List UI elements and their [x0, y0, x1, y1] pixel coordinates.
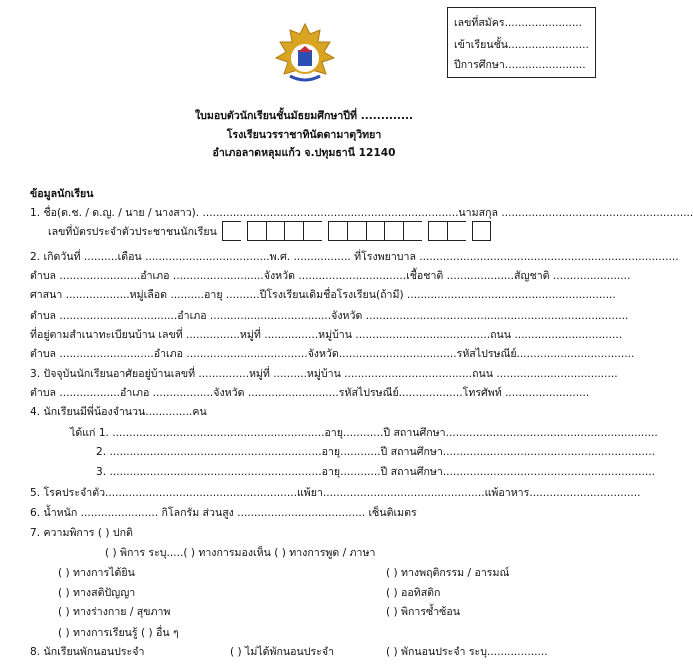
student-name-field[interactable]: 1. ชื่อ(ด.ช. / ด.ญ. / นาย / นางสาว). ............................................................................นามสกุล .........................................................: [30, 207, 693, 219]
disability-physical-option[interactable]: ( ) ทางร่างกาย / สุขภาพ: [58, 606, 171, 618]
id-digit-box[interactable]: [284, 221, 303, 241]
disability-options-row[interactable]: ( ) พิการ ระบุ.....( ) ทางการมองเห็น ( ) ทางการพูด / ภาษา: [105, 547, 376, 559]
disability-behavior-option[interactable]: ( ) ทางพฤติกรรม / อารมณ์: [386, 567, 510, 579]
disability-normal-option[interactable]: 7. ความพิการ ( ) ปกติ: [30, 527, 133, 539]
previous-school-address[interactable]: ตำบล ...................................อำเภอ ....................................จังหวัด ..............................................................................: [30, 310, 629, 322]
id-digit-box[interactable]: [403, 221, 422, 241]
registered-address-district[interactable]: ตำบล ............................อำเภอ ....................................จังหวัด...................................รหัสไปรษณีย์...................................: [30, 348, 635, 360]
disability-intellectual-option[interactable]: ( ) ทางสติปัญญา: [58, 587, 136, 599]
application-number-field[interactable]: เลขที่สมัคร.......................: [454, 17, 583, 29]
siblings-count-field[interactable]: 4. นักเรียนมีพี่น้องจำนวน..............คน: [30, 406, 207, 418]
health-field[interactable]: 5. โรคประจำตัว.........................................................แพ้ยา................................................แพ้อาหาร.................................: [30, 487, 641, 499]
school-address: อำเภอลาดหลุมแก้ว จ.ปทุมธานี 12140: [212, 147, 396, 159]
citizen-id-label: เลขที่บัตรประจำตัวประชาชนนักเรียน: [48, 226, 217, 238]
id-digit-box[interactable]: [447, 221, 466, 241]
birth-date-field[interactable]: 2. เกิดวันที่ ..........เดือน .....................................พ.ศ. ................. ที่โรงพยาบาล .............................................................................: [30, 251, 679, 263]
id-digit-box[interactable]: [384, 221, 403, 241]
citizen-id-boxes[interactable]: [222, 221, 491, 241]
disability-learning-option[interactable]: ( ) ทางการเรียนรู้ ( ) อื่น ๆ: [58, 627, 179, 639]
current-address-district[interactable]: ตำบล ..................อำเภอ ..................จังหวัด ...........................รหัสไปรษณีย์...................โทรศัพท์ .........................: [30, 387, 590, 399]
application-info-box: [447, 7, 596, 78]
section-title: ข้อมูลนักเรียน: [30, 188, 94, 200]
id-digit-box[interactable]: [347, 221, 366, 241]
enroll-grade-field[interactable]: เข้าเรียนชั้น........................: [454, 39, 589, 51]
current-address-field[interactable]: 3. ปัจจุบันนักเรียนอาศัยอยู่บ้านเลขที่ ...............หมู่ที่ ..........หมู่บ้าน ......................................ถนน ....................................: [30, 368, 618, 380]
school-logo: [272, 22, 338, 88]
id-digit-box[interactable]: [328, 221, 347, 241]
not-boarding-option[interactable]: ( ) ไม่ได้พักนอนประจำ: [230, 646, 335, 658]
id-digit-box[interactable]: [366, 221, 385, 241]
sibling-row[interactable]: 3. ...............................................................อายุ............ปี สถานศึกษา...............................................................: [96, 466, 655, 478]
disability-autism-option[interactable]: ( ) ออทิสติก: [386, 587, 441, 599]
disability-multiple-option[interactable]: ( ) พิการซ้ำซ้อน: [386, 606, 460, 618]
id-digit-box[interactable]: [428, 221, 447, 241]
id-digit-box[interactable]: [472, 221, 492, 241]
id-digit-box[interactable]: [266, 221, 285, 241]
academic-year-field[interactable]: ปีการศึกษา........................: [454, 59, 586, 71]
disability-hearing-option[interactable]: ( ) ทางการได้ยิน: [58, 567, 135, 579]
id-digit-box[interactable]: [222, 221, 241, 241]
birth-place-field[interactable]: ตำบล ........................อำเภอ ...........................จังหวัด ................................เชื้อชาติ ....................สัญชาติ .......................: [30, 270, 631, 282]
school-name: โรงเรียนวรราชาทินัดดามาตุวิทยา: [226, 129, 382, 141]
id-digit-box[interactable]: [247, 221, 266, 241]
form-title: ใบมอบตัวนักเรียนชั้นมัธยมศึกษาปีที่ .............: [194, 110, 414, 122]
weight-height-field[interactable]: 6. น้ำหนัก ....................... กิโลกรัม ส่วนสูง ...................................... เซ็นติเมตร: [30, 507, 417, 519]
boarding-label: 8. นักเรียนพักนอนประจำ: [30, 646, 145, 658]
id-digit-box[interactable]: [303, 221, 322, 241]
boarding-option[interactable]: ( ) พักนอนประจำ ระบุ..................: [386, 646, 548, 658]
sibling-row[interactable]: 2. ...............................................................อายุ............ปี สถานศึกษา...............................................................: [96, 446, 655, 458]
religion-field[interactable]: ศาสนา ...................หมู่เลือด ..........อายุ ..........ปีโรงเรียนเดิมชื่อโรงเรียน(ถ้ามี) ..............................................................: [30, 289, 616, 301]
sibling-row[interactable]: ได้แก่ 1. ...............................................................อายุ............ปี สถานศึกษา...............................................................: [70, 427, 658, 439]
registered-address-field[interactable]: ที่อยู่ตามสำเนาทะเบียนบ้าน เลขที่ ................หมู่ที่ ................หมู่บ้าน ........................................ถนน ................................: [30, 329, 623, 341]
